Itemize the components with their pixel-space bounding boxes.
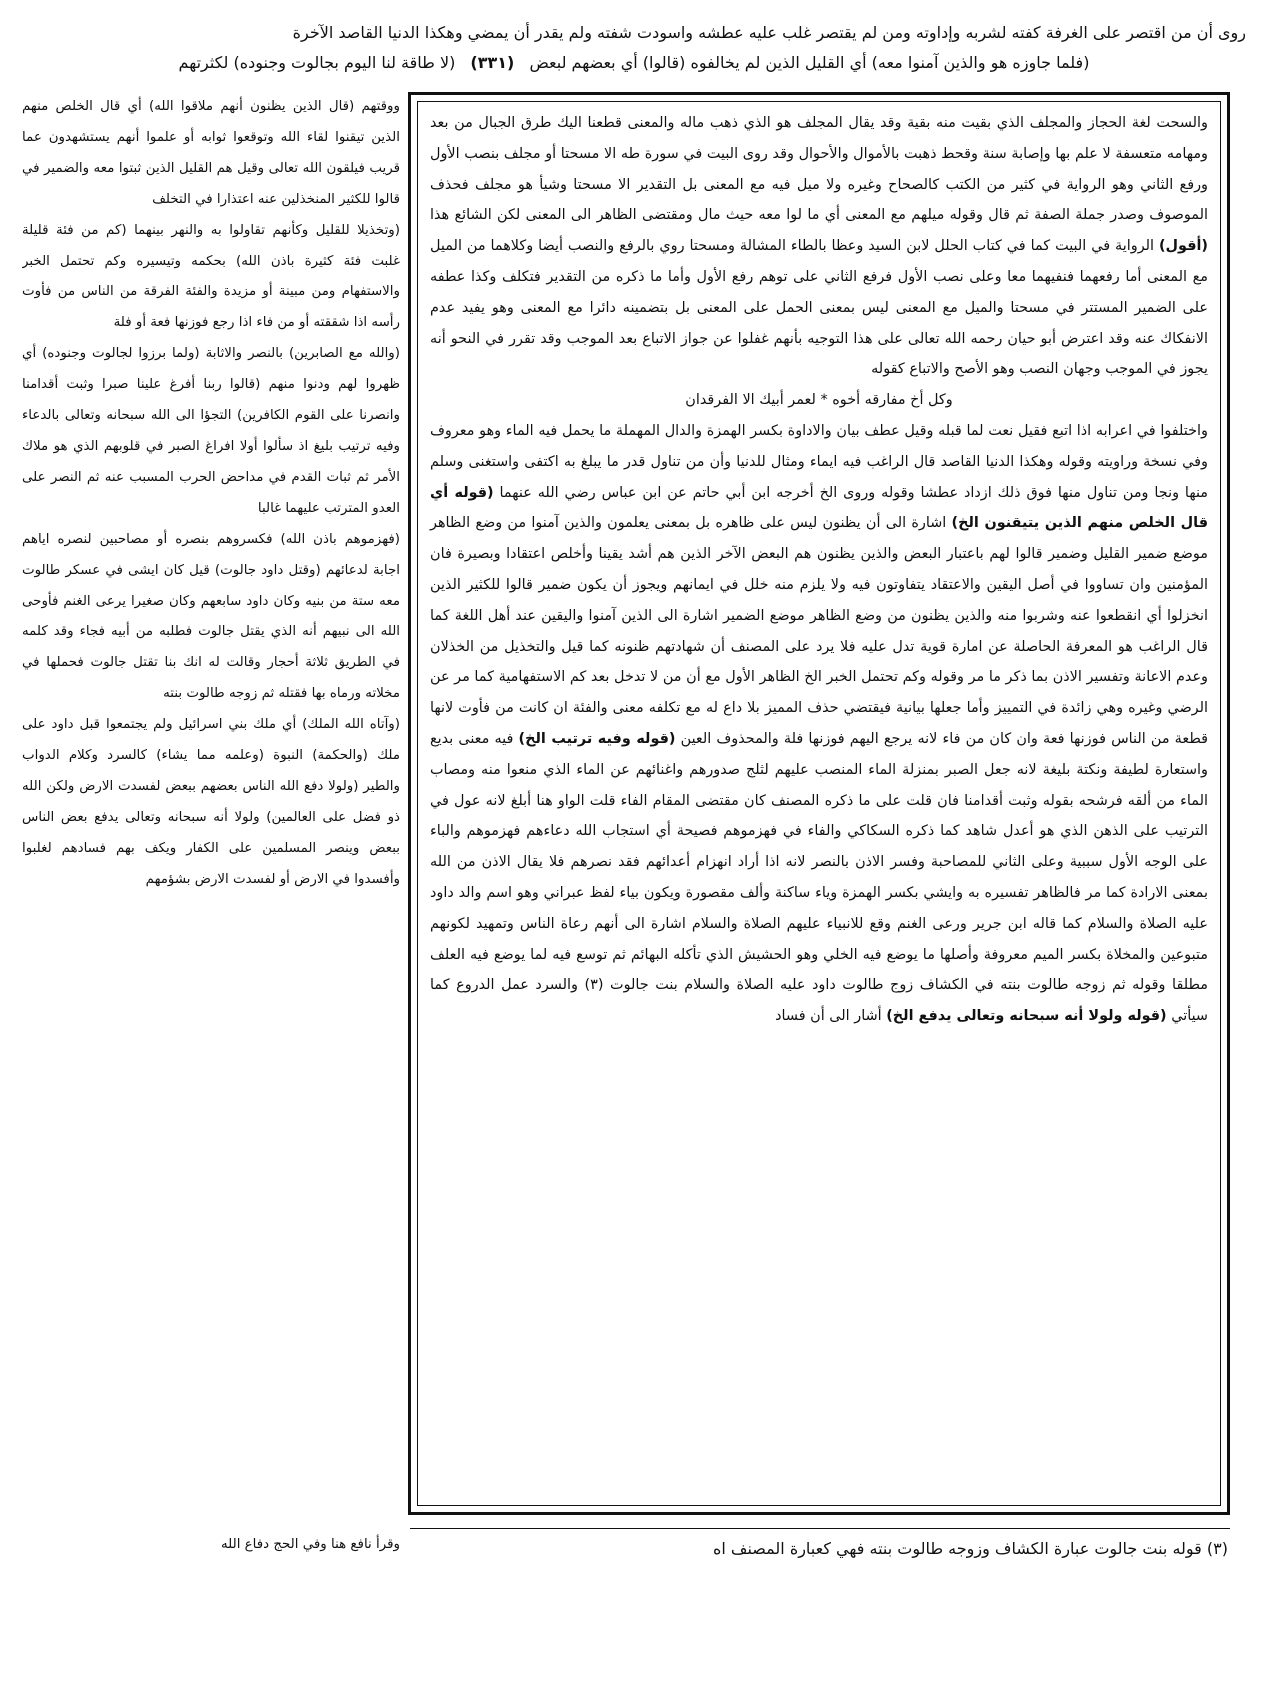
main-paragraph-2 — [430, 416, 1208, 1032]
side-paragraph-2: (وتخذيلا للقليل وكأنهم تقاولوا به والنهر بينهما (كم من فئة قليلة غلبت فئة كثيرة باذن الله) بحكمه وتيسيره وكم تحتمل الخبر والاستفهام ومن مبينة أو مزيدة والفئة الفرقة من الناس من فأوت رأسه اذا شققته أو من فاء اذا رجع فوزنها فعة أو فلة — [22, 222, 400, 331]
footnote-divider — [410, 1528, 1230, 1529]
side-column-last-line: وقرأ نافع هنا وفي الحج دفاع الله — [221, 1537, 400, 1552]
footnote: (٣) قوله بنت جالوت عبارة الكشاف وزوجه طالوت بنته فهي كعبارة المصنف اه — [712, 1539, 1228, 1558]
qawluh-marker-1: (قوله أي قال الخلص منهم الذين يتيقنون الخ) — [430, 484, 1208, 532]
main-para1: والسحت لغة الحجاز والمجلف الذي بقيت منه بقية وقد يقال المجلف هو الذي ذهب ماله والمعنى قطعنا اليك طرق الجبال من بعد ومهامه متعسفة لا علم بها وإصابة سنة وقحط ذهبت بالأموال والأحوال وقد روى البيت في سورة طه الا مسحتا أو مجلف بنصب الأول ورفع الثاني وهو الرواية في كثير من الكتب كالصحاح وغيره ولا ميل فيه مع المعنى بل التقدير الا مسحتا وشيأ هو مجلف فحذف الموصوف وصدر جملة الصفة ثم قال وقوله ميلهم مع المعنى أي ما لوا معه حيث مال ومقتضى الظاهر الى المعنى لكن الشائع هذا — [430, 115, 1208, 224]
header-line-1 — [22, 20, 1246, 46]
main-para2: واختلفوا في اعرابه اذا اتبع فقيل نعت لما قبله وقيل عطف بيان والاداوة بكسر الهمزة والدال المهملة ما يحمل فيه الماء وهو معروف وفي نسخة وراويته وقوله وهكذا الدنيا القاصد قال الراغب فيه ايماء ومثال للدنيا وأن من تناول قدر ما يبلغ به اكتفى واستغنى وسلم منها ونجا ومن تناول منها فوق ذلك ازداد عطشا وقوله وروى الخ أخرجه ابن أبي حاتم عن ابن عباس رضي الله عنهما — [430, 422, 1209, 501]
main-commentary-frame — [408, 92, 1230, 1515]
side-paragraph-5: (وآتاه الله الملك) أي ملك بني اسرائيل ولم يجتمعوا قبل داود على ملك (والحكمة) النبوة (وعلمه مما يشاء) كالسرد وكلام الدواب والطير (ولولا دفع الله الناس بعضهم ببعض لفسدت الارض ولكن الله ذو فضل على العالمين) ولولا أنه سبحانه وتعالى يدفع بعض الناس ببعض وينصر المسلمين على الكفار ويكف بهم فسادهم لغلبوا وأفسدوا في الارض أو لفسدت الارض بشؤمهم — [22, 717, 400, 887]
poetry-verse: وكل أخ مفارقه أخوه * لعمر أبيك الا الفرقدان — [685, 392, 953, 409]
main-para4: فيه معنى بديع واستعارة لطيفة ونكتة بليغة لانه جعل الصبر بمنزلة الماء المنصب عليهم لثلج صدورهم واغنائهم عن الماء الذي منعوا منه ومصاب الماء من ألقه فرشحه بقوله وثبت أقدامنا فان قلت على ما ذكره المصنف كان مقتضى المقام الفاء قلت الواو هنا أبلغ لانه عول في الترتيب على الذهن الذي هو أعدل شاهد كما ذكره السكاكي والفاء في فهزموهم فصيحة أي استجاب الله دعاءهم فهزموهم والباء على الوجه الأول سببية وعلى الثاني للمصاحبة وفسر الاذن بالنصر لانه اذا أراد انهزام أعدائهم فقد نصرهم فلا يقال الاذن من الله بمعنى الارادة كما مر فالظاهر تفسيره به وايشي بكسر الهمزة وياء ساكنة وألف مقصورة ويكون بياء لفظ عبراني وهو اسم والد داود عليه الصلاة والسلام كما قاله ابن جرير ورعى الغنم وقع للانبياء عليهم الصلاة والسلام اشارة الى أنهم رعاة الناس وتمهيد لكونهم متبوعين والمخلاة بكسر الميم معروفة وأصلها ما يوضع فيه الخلي وهو الحشيش الذي تأكله البهائم ثم توسع فيه لما يوضع فيه العلف مطلقا وقوله ثم زوجه طالوت بنته في الكشاف زوج طالوت داود عليه الصلاة والسلام بنت جالوت (٣) والسرد عمل الدروع كما سيأتي — [430, 730, 1208, 1025]
main-para1b: الرواية في البيت كما في كتاب الحلل لابن السيد وعظا بالطاء المشالة ومسحتا روي بالرفع والنصب أيضا وكلاهما من الميل مع المعنى أما رفعهما فنفيهما معا وعلى نصب الأول فرفع الثاني على توهم رفع الأول وأما ما ذكره من التقدير فتكلف وكذا عطفه على الضمير المستتر في مسحتا والميل مع المعنى ليس بمعنى الحمل على المعنى بل بتضمينه دائرا مع المعنى وهو يفيد عدم الانفكاك عنه وقد اعترض أبو حيان رحمه الله تعالى على هذا التوجيه بأنهم غفلوا عن جواز الاتباع بعد الموجب وقد تقرر في النحو أنه يجوز في الموجب وجهان النصب وهو الأصح والاتباع كقوله — [430, 238, 1208, 378]
main-paragraph-1 — [430, 108, 1208, 385]
header-line-2-left: (لا طاقة لنا اليوم بجالوت وجنوده) لكثرتهم — [178, 53, 456, 72]
side-paragraph-3: (والله مع الصابرين) بالنصر والاثابة (ولما برزوا لجالوت وجنوده) أي ظهروا لهم ودنوا منهم (قالوا ربنا أفرغ علينا صبرا وثبت أقدامنا وانصرنا على القوم الكافرين) التجؤا الى الله سبحانه وتعالى بالدعاء وفيه ترتيب بليغ اذ سألوا أولا افراغ الصبر في قلوبهم الذي هو ملاك الأمر ثم ثبات القدم في مداحض الحرب المسبب عنه ثم النصر على العدو المترتب عليهما غالبا — [22, 346, 400, 516]
side-paragraph-1: ووقتهم (قال الذين يظنون أنهم ملاقوا الله) أي قال الخلص منهم الذين تيقنوا لقاء الله وتوقعوا ثوابه أو علموا أنهم يستشهدون عما قريب فيلقون الله تعالى وقيل هم القليل الذين ثبتوا معه والضمير في قالوا للكثير المنخذلين عنه اعتذارا في التخلف — [22, 99, 400, 207]
side-commentary-column — [22, 92, 400, 1522]
header-line-1-text: روى أن من اقتصر على الغرفة كفته لشربه وإداوته ومن لم يقتصر غلب عليه عطشه واسودت شفته ولم يقدر أن يمضي وهكذا الدنيا القاصد الآخرة — [292, 23, 1246, 42]
main-para4b: أشار الى أن فساد — [775, 1008, 882, 1025]
qawluh-marker-2: (قوله وفيه ترتيب الخ) — [518, 730, 676, 747]
qawluh-marker-3: (قوله ولولا أنه سبحانه وتعالى يدفع الخ) — [886, 1008, 1167, 1025]
header-line-2 — [22, 50, 1246, 76]
header-line-2-right: (فلما جاوزه هو والذين آمنوا معه) أي القليل الذين لم يخالفوه (قالوا) أي بعضهم لبعض — [529, 53, 1090, 72]
page-number: (٣٣١) — [470, 53, 515, 72]
aqul-marker: (أقول) — [1158, 238, 1209, 255]
side-paragraph-4: (فهزموهم باذن الله) فكسروهم بنصره أو مصاحبين لنصره اياهم اجابة لدعائهم (وقتل داود جالوت) قيل كان ايشى في عسكر طالوت معه ستة من بنيه وكان داود سابعهم وكان صغيرا يرعى الغنم فأوحى الله الى نبيهم أنه الذي يقتل جالوت فطلبه من أبيه فجاء وقد كلمه في الطريق ثلاثة أحجار وقالت له انك بنا تقتل جالوت فحملها في مخلاته ورماه بها فقتله ثم زوجه طالوت بنته — [22, 531, 400, 702]
main-commentary-inner — [417, 101, 1221, 1506]
main-para3: اشارة الى أن يظنون ليس على ظاهره بل بمعنى يعلمون والذين آمنوا من وضع الظاهر موضع ضمير القليل وضمير قالوا لهم باعتبار البعض والذين يظنون هم البعض الآخر الذين هم أشد يقينا وأخلص اعتقادا وبصيرة فان المؤمنين وان تساووا في أصل اليقين والاعتقاد يتفاوتون فيه ولا يلزم منه خلل في ايمانهم ويجوز أن يكون ضمير قالوا للكثير الذين انخزلوا أي انقطعوا عنه وشربوا منه والذين يظنون من وضع الظاهر موضع الضمير اشارة الى الذين آمنوا واليقين عند أهل اللغة كما قال الراغب هو المعرفة الحاصلة عن امارة قوية تدل عليه فلا يرد على المصنف أن شهادتهم ظنونه كما قيل والتخذيل من الخذلان وعدم الاعانة وتفسير الاذن بما ذكر ما مر وقوله وكم تحتمل الخبر الخ الظاهر الأول مع أن من لا تدخل بعد كم الاستفهامية كما مر عن الرضي وغيره وهي زائدة في التمييز وأما جعلها بيانية فيقتضي حذف المميز بلا داع له مع تكلفه معنى والفئة ان كانت من فأوت لانها قطعة من الناس فوزنها فعة وان كان من فاء لانه يرجع اليهم فوزنها فلة والمحذوف العين — [430, 515, 1209, 747]
